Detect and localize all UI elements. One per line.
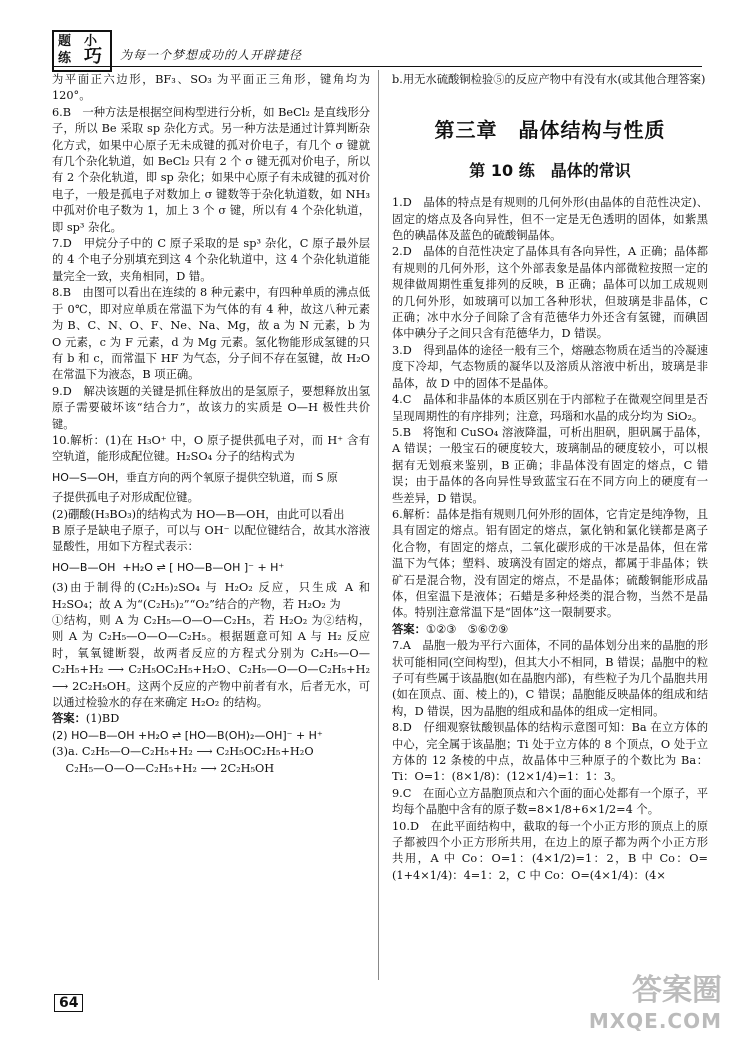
page-header — [0, 0, 750, 72]
sulfuric-acid-formula: HO—S—OH，垂直方向的两个氧原子提供空轨道，而 S 原 — [52, 470, 338, 484]
left-column — [52, 72, 370, 777]
watermark-line1: 答案圈 — [632, 973, 722, 1008]
logo-char-1: 题 — [58, 34, 72, 49]
answer-10-intro: 10.解析：(1)在 H₃O⁺ 中，O 原子提供孤电子对，而 H⁺ 含有空轨道，能形成配位键。H₂SO₄ 分子的结构式为 — [52, 433, 370, 464]
right-continuation: b.用无水硫酸铜检验⑤的反应产物中有没有水(或其他合理答案) — [392, 73, 706, 86]
answer-10-1: (1)BD — [85, 712, 120, 726]
boric-acid-equation: HO—B—OH +H₂O ⇌ [ HO—B—OH ]⁻ + H⁺ — [52, 560, 285, 574]
answer-10-part3: (3)由于制得的(C₂H₅)₂SO₄ 与 H₂O₂ 反应，只生成 A 和 H₂SO₄；故 A 为“(C₂H₅)₂”“O₂”结合的产物，若 H₂O₂ 为 — [52, 581, 370, 611]
answer-r8: 8.D 仔细观察钛酸钡晶体的结构示意图可知：Ba 在立方体的中心，完全属于该晶胞；Ti 处于立方体的 8 个顶点，O 处于立方体的 12 条棱的中点，故晶体中三种原子的个数比为 Ba：Ti：O=1：(8×1/8)：(12×1/4)=1：1：3。 — [392, 721, 708, 784]
logo-char-2: 小 — [84, 34, 98, 49]
answer-label-r6: 答案： — [392, 622, 426, 636]
answer-10-3b: C₂H₅—O—O—C₂H₅+H₂ ⟶ 2C₂H₅OH — [65, 761, 275, 775]
answer-10-boric: (2)硼酸(H₃BO₃)的结构式为 HO—B—OH，由此可以看出 — [52, 507, 345, 521]
answer-6: 6.B 一种方法是根据空间构型进行分析，如 BeCl₂ 是直线形分子，所以 Be 采取 sp 杂化方式。另一种方法是通过计算判断杂化方式，如果中心原子无未成键的孤对价电子，有几个 σ 键就有几个杂化轨道，如 BeCl₂ 只有 2 个 σ 键无孤对价电子，所以有 2 个杂化轨道，即 sp 杂化；如果中心原子有未成键的孤对价电子，一般是孤电子对数加上 σ 键数等于杂化轨道数，如 NH₃ 中孤对价电子数为 1，加上 3 个 σ 键，所以有 4 个杂化轨道，即 sp³ 杂化。 — [52, 105, 370, 234]
answer-8: 8.B 由图可以看出在连续的 8 种元素中，有四种单质的沸点低于 0℃，即对应单质在常温下为气体的有 4 种，故这八种元素为 B、C、N、O、F、Ne、Na、Mg，故 a 为 N 元素，b 为 O 元素，c 为 F 元素，d 为 Mg 元素。氢化物能形成氢键的只有 b 和 c，而常温下 HF 为气态，分子间不存在氢键，故 H₂O 在常温下为液态，B 项正确。 — [52, 286, 370, 382]
logo-char-4: 巧 — [84, 46, 102, 67]
right-column — [392, 72, 708, 884]
page-number: 64 — [54, 994, 83, 1012]
header-slogan: 为每一个梦想成功的人开辟捷径 — [120, 48, 303, 62]
answer-r6-value: ①②③ ⑤⑥⑦⑨ — [425, 622, 509, 636]
answer-10-boron: B 原子是缺电子原子，可以与 OH⁻ 以配位键结合，故其水溶液显酸性，用如下方程式表示： — [52, 523, 370, 554]
answer-r2: 2.D 晶体的自范性决定了晶体具有各向异性，A 正确；晶体都有规则的几何外形，这个外部表象是晶体内部微粒按照一定的规律做周期性重复排列的反映，B 正确；晶体可以加工成规则的几何外形，如玻璃可以加工各种形状，但玻璃是非晶体，C 正确；冰中水分子间除了含有范德华力外还含有氢键，而碘固体中碘分子之间只含有范德华力，D 错误。 — [392, 245, 708, 341]
answer-10-2: (2) HO—B—OH +H₂O ⇌ [HO—B(OH)₂—OH]⁻ + H⁺ — [52, 728, 323, 742]
watermark-line2: MXQE.COM — [588, 1009, 722, 1033]
answer-10-reaction: ①结构，则 A 为 C₂H₅—O—O—C₂H₅，若 H₂O₂ 为②结构，则 A 为 C₂H₅—O—O—C₂H₅。根据题意可知 A 与 H₂ 反应时，氧氧键断裂，故两者反应的方程式分别为 C₂H₅—O—C₂H₅+H₂ ⟶ C₂H₅OC₂H₅+H₂O、C₂H₅—O—O—C₂H₅+H₂ ⟶ 2C₂H₅OH。这两个反应的产物中前者有水，后者无水，可以通过检验水的存在来确定 H₂O₂ 的结构。 — [52, 614, 370, 710]
answer-r1: 1.D 晶体的特点是有规则的几何外形(由晶体的自范性决定)、固定的熔点及各向异性，但不一定是无色透明的固体，如紫黑色的碘晶体及蓝色的硫酸铜晶体。 — [392, 196, 708, 243]
answer-9: 9.D 解决该题的关键是抓住释放出的是氢原子，要想释放出氢原子需要破坏该“结合力”，故该力的实质是 O—H 极性共价键。 — [52, 384, 370, 431]
answer-10-sulfur: 子提供孤电子对形成配位键。 — [52, 491, 199, 505]
answer-r4: 4.C 晶体和非晶体的本质区别在于内部粒子在微观空间里是否呈现周期性的有序排列；注意，玛瑙和水晶的成分均为 SiO₂。 — [392, 393, 708, 423]
answer-10-3a: (3)a. C₂H₅—O—C₂H₅+H₂ ⟶ C₂H₅OC₂H₅+H₂O — [52, 745, 314, 759]
column-divider — [378, 70, 379, 980]
answer-label: 答案： — [52, 712, 86, 726]
answer-r7: 7.A 晶胞一般为平行六面体，不同的晶体划分出来的晶胞的形状可能相同(空间构型)，但其大小不相同，B 错误；晶胞中的粒子可有些属于该晶胞(如在晶胞内部)，有些粒子为几个晶胞共用(如在顶点、面、棱上的)，C 错误；晶胞能反映晶体的组成和结构，D 错误，因为晶胞的组成和晶体的组成一定相同。 — [392, 639, 708, 718]
answer-r5: 5.B 将饱和 CuSO₄ 溶液降温，可析出胆矾，胆矾属于晶体，A 错误；一般宝石的硬度较大，玻璃制品的硬度较小，可以根据有无划痕来鉴别，B 正确；非晶体没有固定的熔点，C 错误；由于晶体的各向异性导致蓝宝石在不同方向上的硬度有一些差异，D 错误。 — [392, 425, 708, 505]
logo-char-3: 练 — [58, 51, 72, 66]
lesson-title: 第 10 练 晶体的常识 — [469, 160, 631, 180]
left-continuation: 为平面正六边形，BF₃、SO₃ 为平面正三角形，键角均为 120°。 — [52, 73, 370, 103]
watermark — [589, 965, 722, 1033]
chapter-title: 第三章 晶体结构与性质 — [434, 118, 666, 143]
answer-r6: 6.解析：晶体是指有规则几何外形的固体，它肯定是纯净物，且具有固定的熔点。铝有固定的熔点，氯化钠和氯化镁都是离子化合物，有固定的熔点，二氧化碳形成的干冰是晶体，但在常温下为气体；塑料、玻璃没有固定的熔点，都属于非晶体；铁矿石是混合物，没有固定的熔点，不是晶体；硫酸铜能形成晶体，但室温下是液体；石蜡是多种烃类的混合物，当然不是晶体。特别注意常温下是“固体”这一限制要求。 — [392, 507, 708, 620]
answer-r9: 9.C 在面心立方晶胞顶点和六个面的面心处都有一个原子，平均每个晶胞中含有的原子数=8×1/8+6×1/2=4 个。 — [392, 786, 708, 817]
answer-7: 7.D 甲烷分子中的 C 原子采取的是 sp³ 杂化，C 原子最外层的 4 个电子分别填充到这 4 个杂化轨道中，这 4 个杂化轨道能量完全一致，夹角相同，D 错。 — [52, 237, 370, 283]
answer-r3: 3.D 得到晶体的途径一般有三个，熔融态物质在适当的冷凝速度下冷却，气态物质的凝华以及溶质从溶液中析出，玻璃是非晶体，故 D 中的固体不是晶体。 — [392, 343, 708, 390]
answer-r10: 10.D 在此平面结构中，截取的每一个小正方形的顶点上的原子都被四个小正方形所共用，在边上的原子都为两个小正方形共用，A 中 Co：O=1：(4×1/2)=1：2，B 中 Co：O=(1+4×1/4)：4=1：2，C 中 Co：O=(4×1/4)：(4× — [392, 819, 708, 882]
header-rule — [52, 66, 702, 67]
